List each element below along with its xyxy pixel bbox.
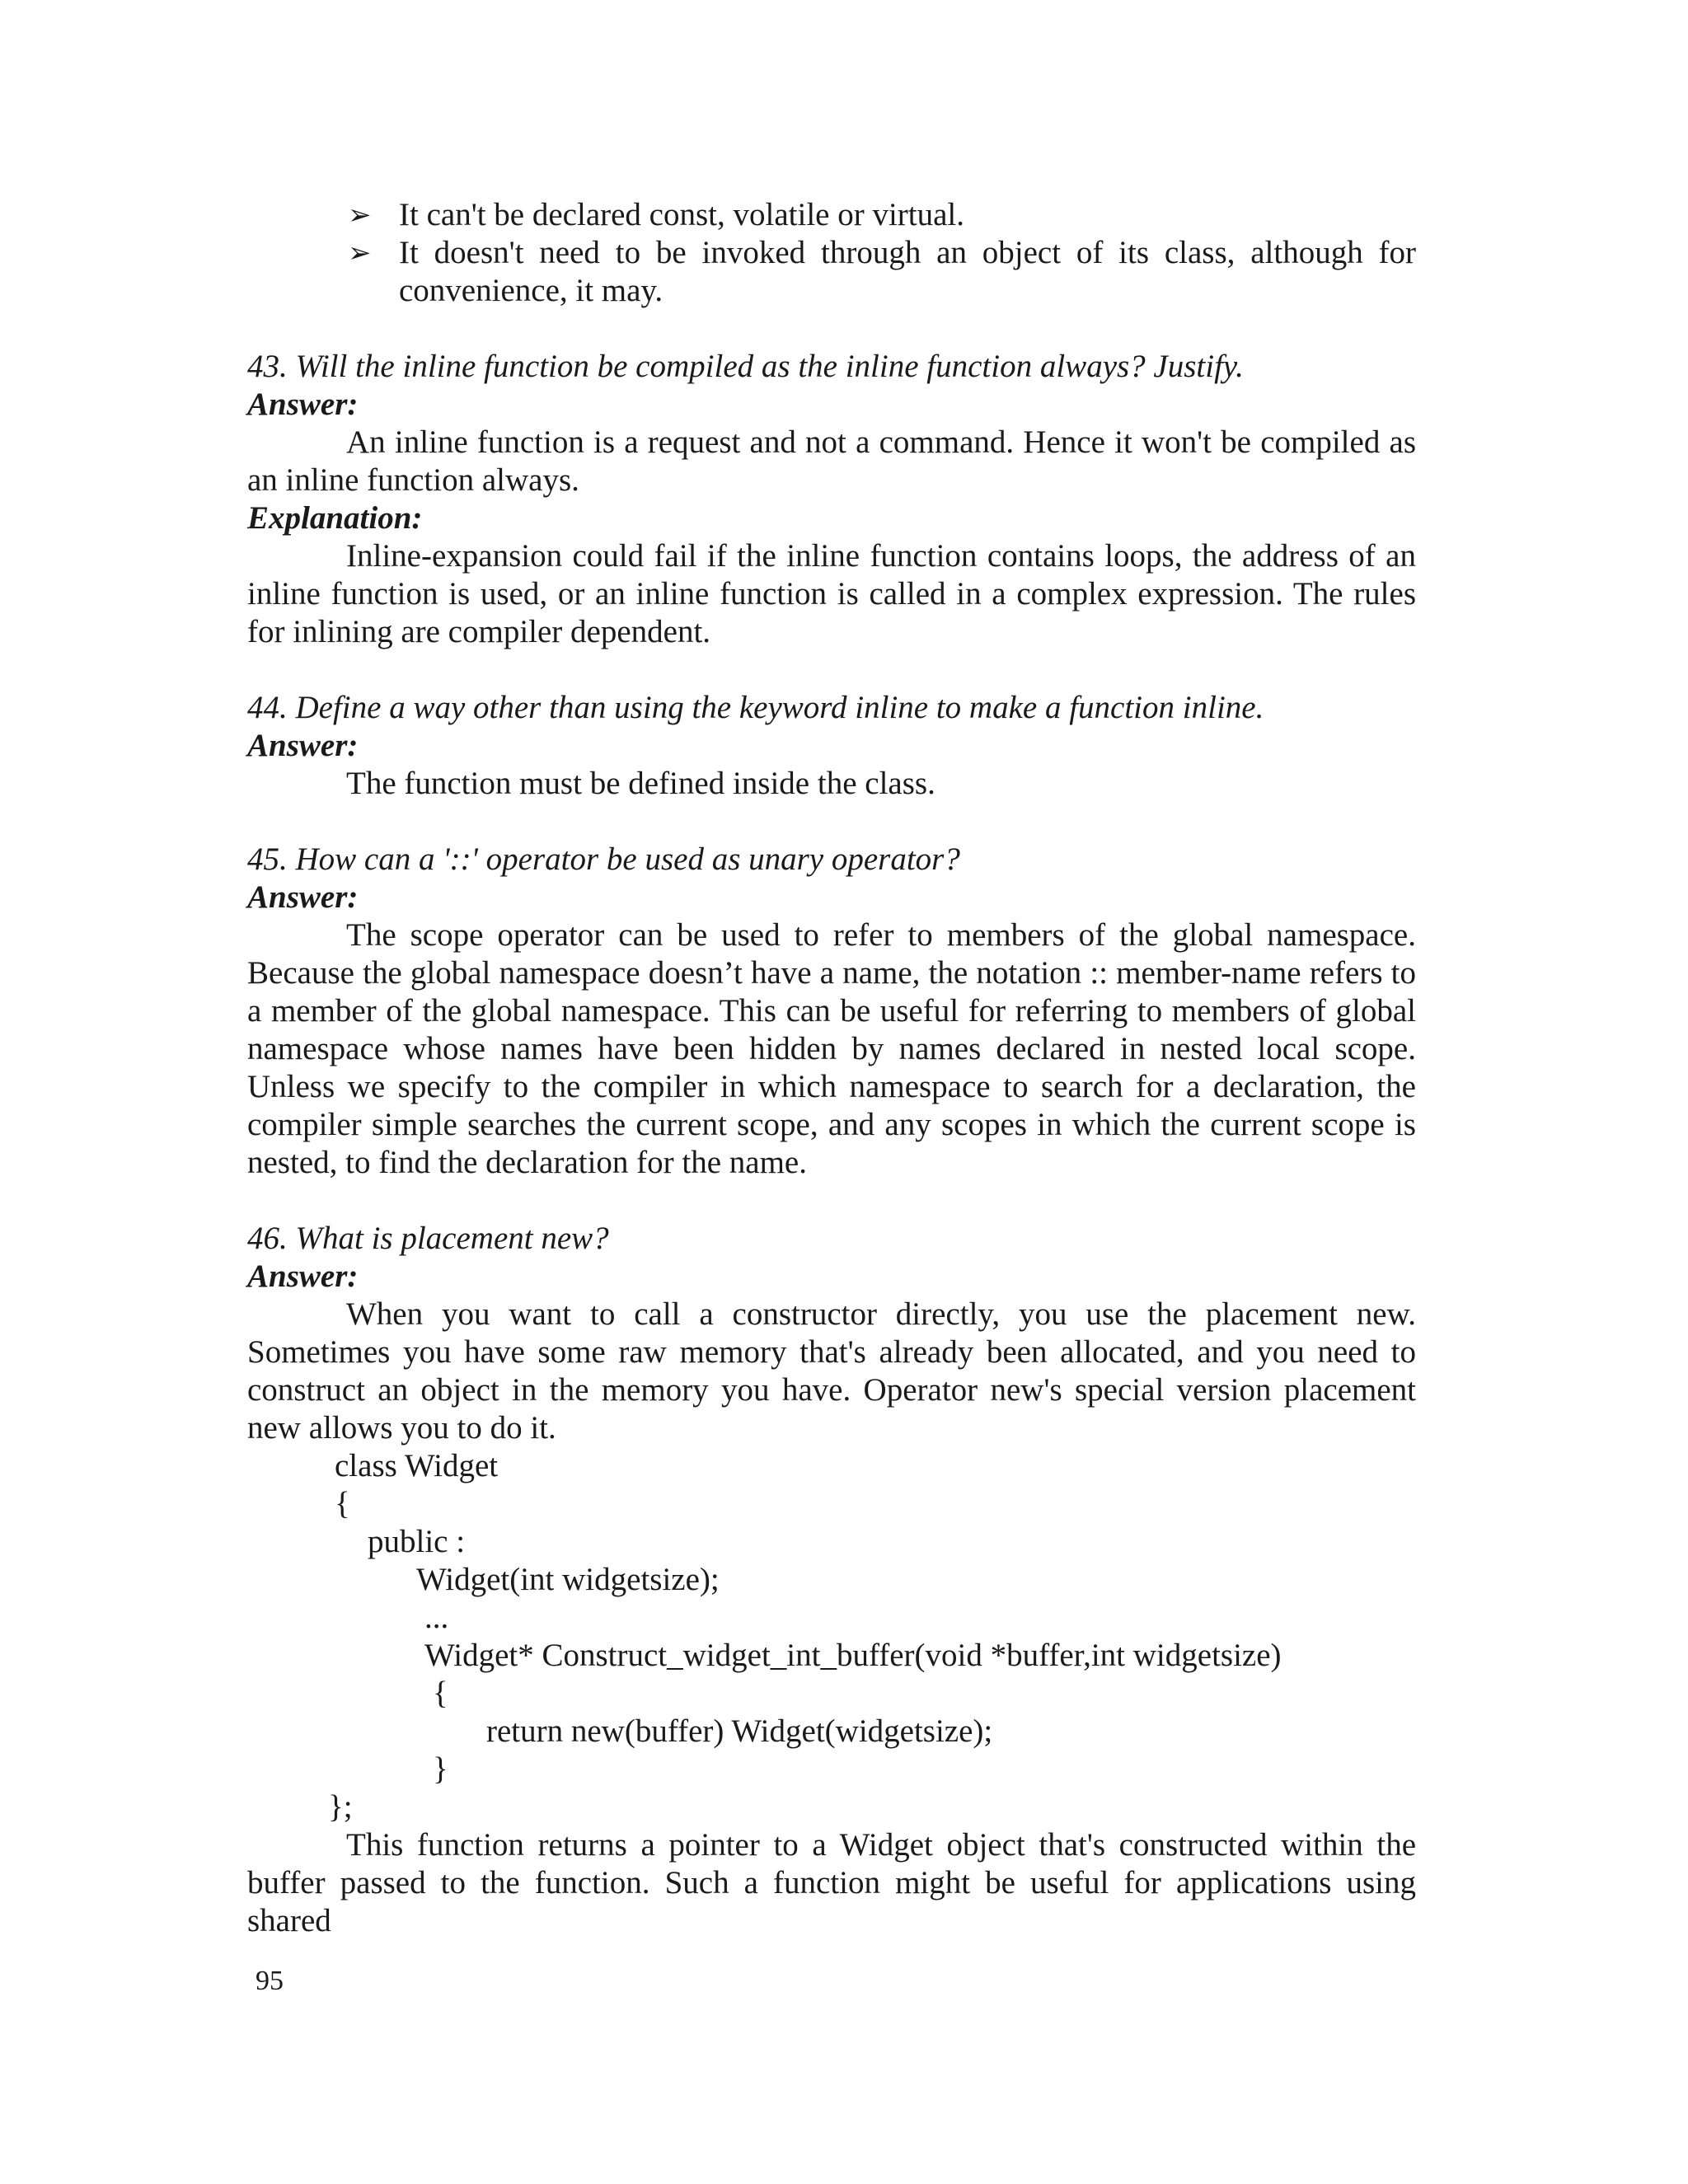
arrow-bullet-icon: ➢ xyxy=(348,199,372,232)
question-43: 43. Will the inline function be compiled as the inline function always? Justify. xyxy=(247,349,1244,384)
code-block xyxy=(247,1447,1416,1826)
answer-46: When you want to call a constructor directly, you use the placement new. Sometimes you have some raw memory that's already been allocated, and you need to construct an object in the memory you have. Operator new's special version placement new allows you to do it. xyxy=(247,1296,1416,1446)
bullet-item: ➢ It doesn't need to be invoked through an object of its class, although for convenience, it may. xyxy=(348,235,1416,308)
code-line: { xyxy=(433,1675,448,1711)
page-number: 95 xyxy=(256,1966,284,1996)
answer-44: The function must be defined inside the class. xyxy=(346,766,935,801)
answer-label: Answer: xyxy=(247,1258,359,1294)
page-content xyxy=(247,196,1416,1940)
code-line: class Widget xyxy=(335,1448,499,1483)
answer-label: Answer: xyxy=(247,879,359,915)
code-line: ... xyxy=(424,1600,449,1635)
bullet-item: ➢ It can't be declared const, volatile or virtual. xyxy=(348,197,965,232)
answer-label: Answer: xyxy=(247,728,359,763)
code-line: public : xyxy=(368,1524,466,1559)
question-45: 45. How can a '::' operator be used as unary operator? xyxy=(247,841,960,877)
code-line: return new(buffer) Widget(widgetsize); xyxy=(486,1713,993,1749)
question-46: 46. What is placement new? xyxy=(247,1221,609,1256)
code-line: }; xyxy=(328,1789,353,1825)
code-line: Widget(int widgetsize); xyxy=(416,1562,720,1597)
code-line: } xyxy=(433,1751,448,1787)
arrow-bullet-icon: ➢ xyxy=(348,237,372,269)
explanation-label: Explanation: xyxy=(247,500,423,536)
code-line: Widget* Construct_widget_int_buffer(void *buffer,int widgetsize) xyxy=(424,1638,1282,1673)
question-44: 44. Define a way other than using the keyword inline to make a function inline. xyxy=(247,690,1264,725)
answer-45: The scope operator can be used to refer to members of the global namespace. Because the global namespace doesn’t have a name, the notation :: member-name refers to a member of the global namespace. This can be useful for referring to members of global namespace whose names have been hidden by names declared in nested local scope. Unless we specify to the compiler in which namespace to search for a declaration, the compiler simple searches the current scope, and any scopes in which the current scope is nested, to find the declaration for the name. xyxy=(247,917,1416,1180)
code-line: { xyxy=(335,1486,350,1521)
answer-43: An inline function is a request and not a command. Hence it won't be compiled as an inline function always. xyxy=(247,424,1416,498)
explanation-43: Inline-expansion could fail if the inline function contains loops, the address of an inline function is used, or an inline function is called in a complex expression. The rules for inlining are compiler dependent. xyxy=(247,538,1416,649)
answer-label: Answer: xyxy=(247,387,359,422)
paragraph-after-code: This function returns a pointer to a Widget object that's constructed within the buffer passed to the function. Such a function might be useful for applications using shared xyxy=(247,1827,1416,1938)
bullet-list xyxy=(247,196,1416,310)
